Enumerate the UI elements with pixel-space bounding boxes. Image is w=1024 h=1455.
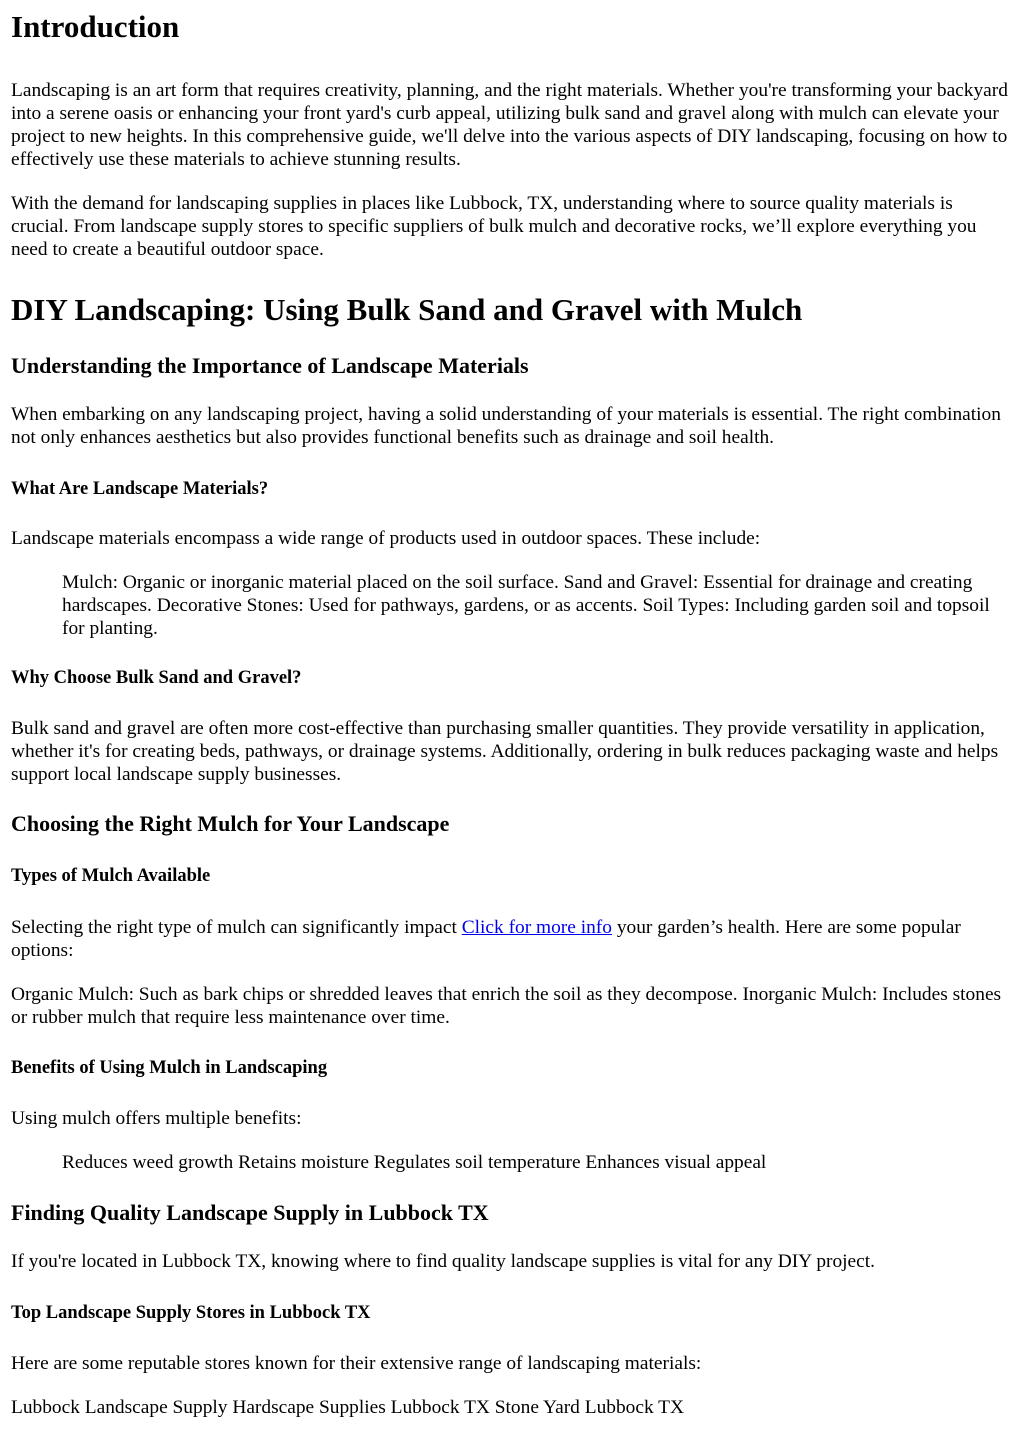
more-info-link[interactable]: Click for more info <box>461 917 612 938</box>
intro-heading: Introduction <box>11 9 180 44</box>
benefits-paragraph: Using mulch offers multiple benefits: <box>11 1108 302 1129</box>
intro-paragraph-1: Landscaping is an art form that requires creativity, planning, and the right materials. Whether you're transforming your backyard into a serene oasis or enhancing your front yard's curb appeal, utilizing bulk sand and gravel along with mulch can elevate your project to new heights. In this comprehensive guide, we'll delve into the various aspects of DIY landscaping, focusing on how to effectively use these materials to achieve stunning results. <box>11 80 1008 170</box>
what-are-paragraph: Landscape materials encompass a wide range of products used in outdoor spaces. These include: <box>11 528 761 549</box>
finding-paragraph: If you're located in Lubbock TX, knowing where to find quality landscape supplies is vital for any DIY project. <box>11 1251 875 1272</box>
choosing-heading: Choosing the Right Mulch for Your Landscape <box>11 811 450 836</box>
importance-paragraph: When embarking on any landscaping project, having a solid understanding of your materials is essential. The right combination not only enhances aesthetics but also provides functional benefits such as drainage and soil health. <box>11 404 1001 448</box>
benefits-list-quote: Reduces weed growth Retains moisture Regulates soil temperature Enhances visual appeal <box>62 1152 767 1173</box>
intro-paragraph-2: With the demand for landscaping supplies in places like Lubbock, TX, understanding where to source quality materials is crucial. From landscape supply stores to specific suppliers of bulk mulch and decorative rocks, we’ll explore everything you need to create a beautiful outdoor space. <box>11 193 977 260</box>
main-heading: DIY Landscaping: Using Bulk Sand and Gravel with Mulch <box>11 292 803 327</box>
materials-list-quote: Mulch: Organic or inorganic material placed on the soil surface. Sand and Gravel: Essential for drainage and creating hardscapes. Decorative Stones: Used for pathways, gardens, or as accents. Soil Types: Including garden soil and topsoil for planting. <box>62 572 990 639</box>
why-bulk-paragraph: Bulk sand and gravel are often more cost-effective than purchasing smaller quantities. They provide versatility in application, whether it's for creating beds, pathways, or drainage systems. Additionally, ordering in bulk reduces packaging waste and helps support local landscape supply businesses. <box>11 718 999 785</box>
stores-list-paragraph: Lubbock Landscape Supply Hardscape Supplies Lubbock TX Stone Yard Lubbock TX <box>11 1397 684 1418</box>
types-heading: Types of Mulch Available <box>11 866 211 886</box>
finding-heading: Finding Quality Landscape Supply in Lubbock TX <box>11 1200 489 1225</box>
types-paragraph <box>11 916 1013 962</box>
types-text-before: Selecting the right type of mulch can significantly impact <box>11 917 462 938</box>
benefits-heading: Benefits of Using Mulch in Landscaping <box>11 1058 328 1078</box>
article <box>0 9 1024 1419</box>
types-text-after: your garden’s health. Here are some popular options: <box>11 917 961 961</box>
mulch-options-paragraph: Organic Mulch: Such as bark chips or shredded leaves that enrich the soil as they decompose. Inorganic Mulch: Includes stones or rubber mulch that require less maintenance over time. <box>11 984 1002 1028</box>
why-bulk-heading: Why Choose Bulk Sand and Gravel? <box>11 668 302 688</box>
top-stores-heading: Top Landscape Supply Stores in Lubbock TX <box>11 1303 371 1323</box>
what-are-heading: What Are Landscape Materials? <box>11 479 269 499</box>
importance-heading: Understanding the Importance of Landscape Materials <box>11 353 529 378</box>
top-stores-paragraph: Here are some reputable stores known for their extensive range of landscaping materials: <box>11 1353 702 1374</box>
